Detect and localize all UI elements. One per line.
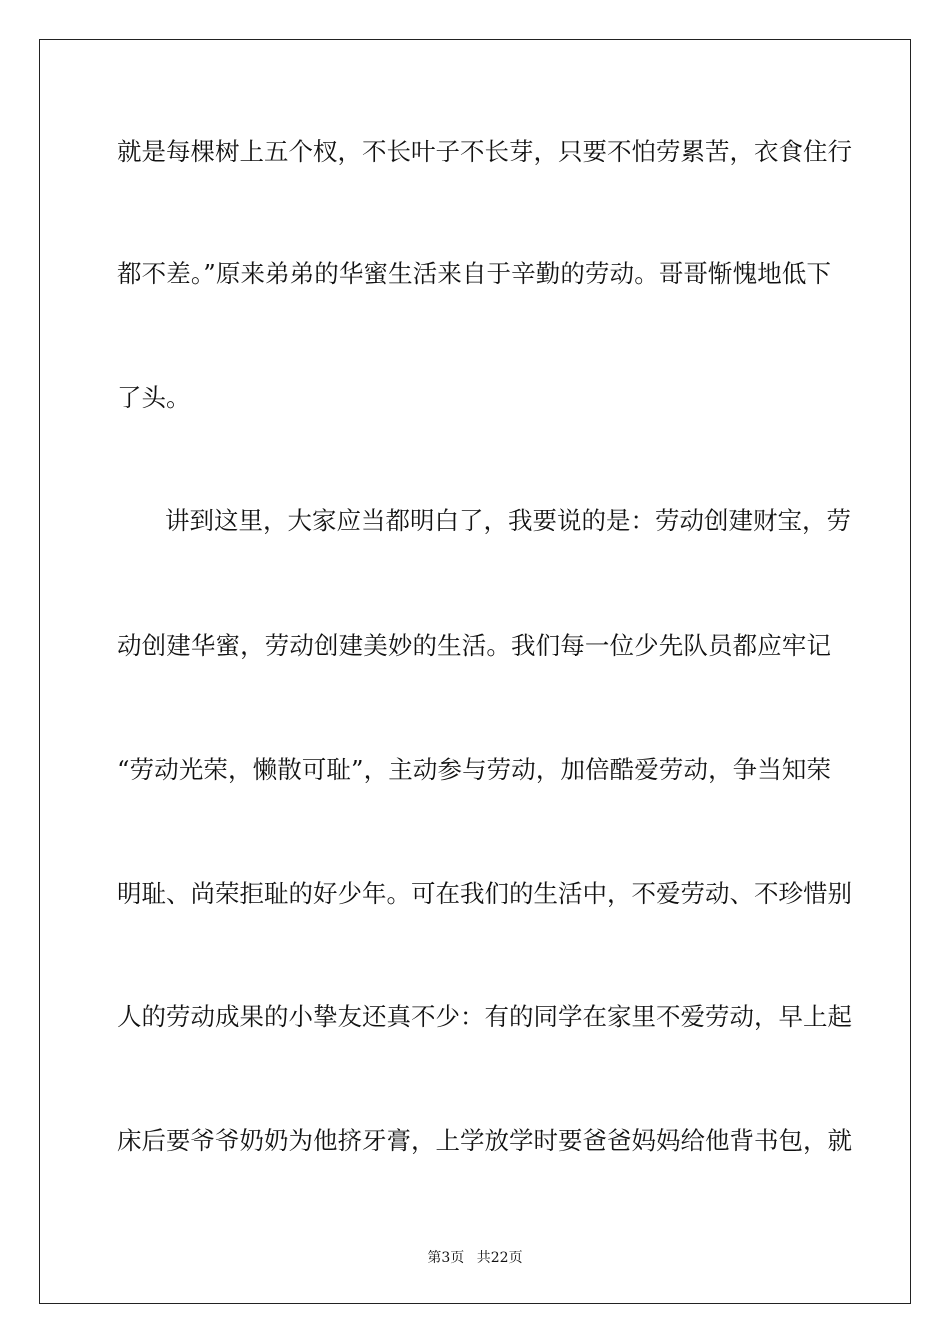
page-footer — [0, 1248, 950, 1268]
text-line: 明耻、尚荣拒耻的好少年。可在我们的生活中，不爱劳动、不珍惜别 — [117, 879, 852, 908]
page-number: 第3页 — [427, 1250, 465, 1266]
text-line: 人的劳动成果的小挚友还真不少：有的同学在家里不爱劳动，早上起 — [117, 1002, 852, 1031]
text-line: “劳动光荣，懒散可耻”，主动参与劳动，加倍酷爱劳动，争当知荣 — [117, 755, 831, 784]
text-line: 就是每棵树上五个杈，不长叶子不长芽，只要不怕劳累苦，衣食住行 — [117, 137, 852, 166]
text-line: 都不差。”原来弟弟的华蜜生活来自于辛勤的劳动。哥哥惭愧地低下 — [117, 259, 831, 288]
page-total: 共22页 — [476, 1250, 523, 1266]
text-line: 床后要爷爷奶奶为他挤牙膏，上学放学时要爸爸妈妈给他背书包，就 — [117, 1126, 852, 1155]
paragraph-first-line: 讲到这里，大家应当都明白了，我要说的是：劳动创建财宝，劳 — [165, 506, 851, 535]
page-border — [39, 39, 911, 1304]
text-line: 动创建华蜜，劳动创建美妙的生活。我们每一位少先队员都应牢记 — [117, 631, 831, 660]
text-line: 了头。 — [117, 383, 191, 412]
